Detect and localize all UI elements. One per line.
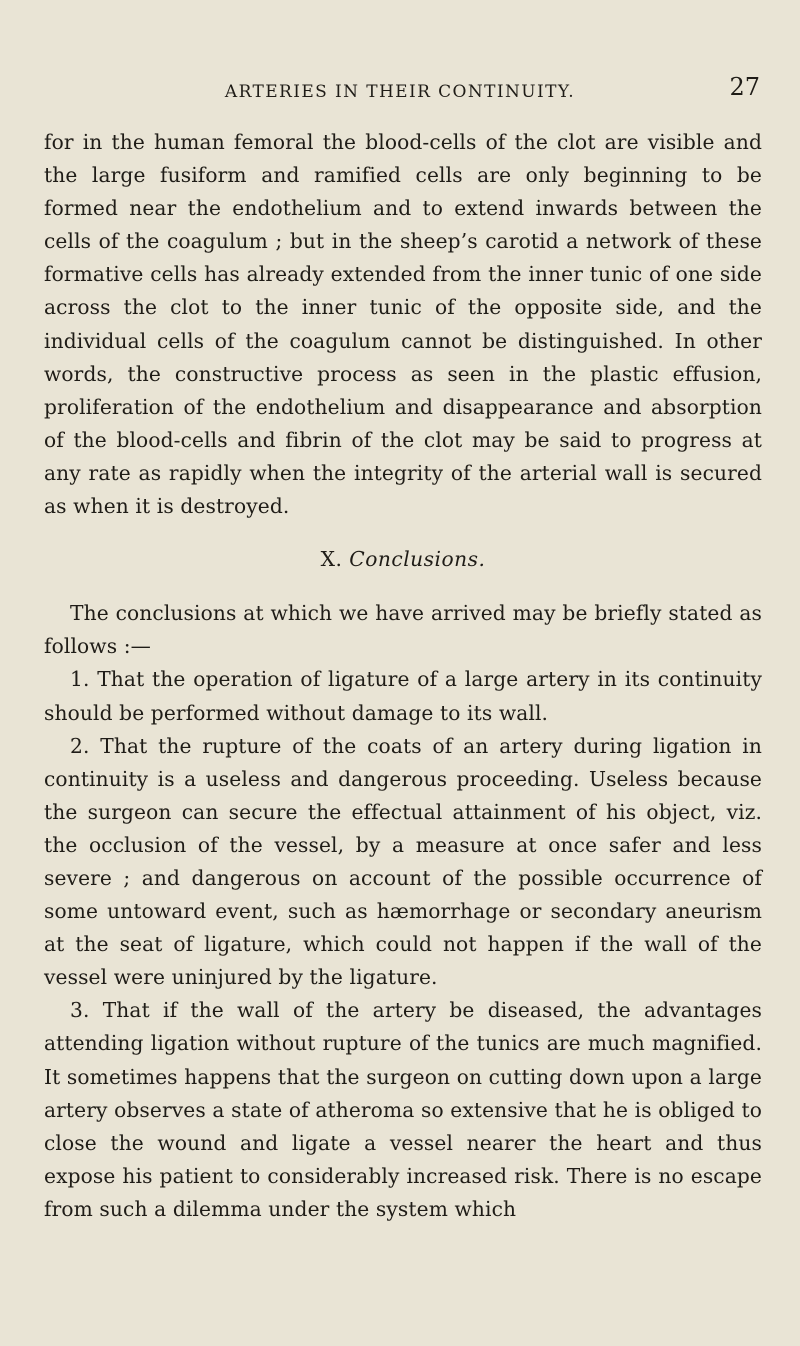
page-number: 27 xyxy=(729,73,760,101)
section-number: X. xyxy=(320,547,343,572)
conclusions-intro: The conclusions at which we have arrived may be briefly stated as follows :— xyxy=(44,601,762,659)
running-head: ARTERIES IN THEIR CONTINUITY. xyxy=(224,82,576,102)
conclusion-item-1: 1. That the operation of ligature of a large artery in its continuity should be performed without damage to its wall. xyxy=(44,667,762,725)
paragraph-continuation: for in the human femoral the blood-cells of the clot are visible and the large fusiform and ramified cells are only beginning to be formed near the endothelium and to extend inwards between the cells of the coagulum ; but in the sheep’s carotid a network of these formative cells has already extended from the inner tunic of one side across the clot to the inner tunic of the opposite side, and the individual cells of the coagulum cannot be distinguished. In other words, the constructive process as seen in the plastic effusion, proliferation of the endothelium and disappearance and absorption of the blood-cells and fibrin of the clot may be said to progress at any rate as rapidly when the integrity of the arterial wall is secured as when it is destroyed. xyxy=(44,130,762,519)
conclusion-item-3: 3. That if the wall of the artery be diseased, the advantages attending ligation without rupture of the tunics are much magnified. It sometimes happens that the surgeon on cutting down upon a large artery observes a state of atheroma so extensive that he is obliged to close the wound and ligate a vessel nearer the heart and thus expose his patient to considerably increased risk. There is no escape from such a dilemma under the system which xyxy=(44,998,762,1221)
conclusion-item-2: 2. That the rupture of the coats of an artery during ligation in continuity is a useless and dangerous proceeding. Useless because the surgeon can secure the effectual attainment of his object, viz. the occlusion of the vessel, by a measure at once safer and less severe ; and dangerous on account of the possible occurrence of some untoward event, such as hæmorrhage or secondary aneurism at the seat of ligature, which could not happen if the wall of the vessel were uninjured by the ligature. xyxy=(44,733,762,990)
section-title: Conclusions. xyxy=(349,547,486,572)
body-text xyxy=(44,126,762,1226)
section-heading xyxy=(44,543,762,576)
